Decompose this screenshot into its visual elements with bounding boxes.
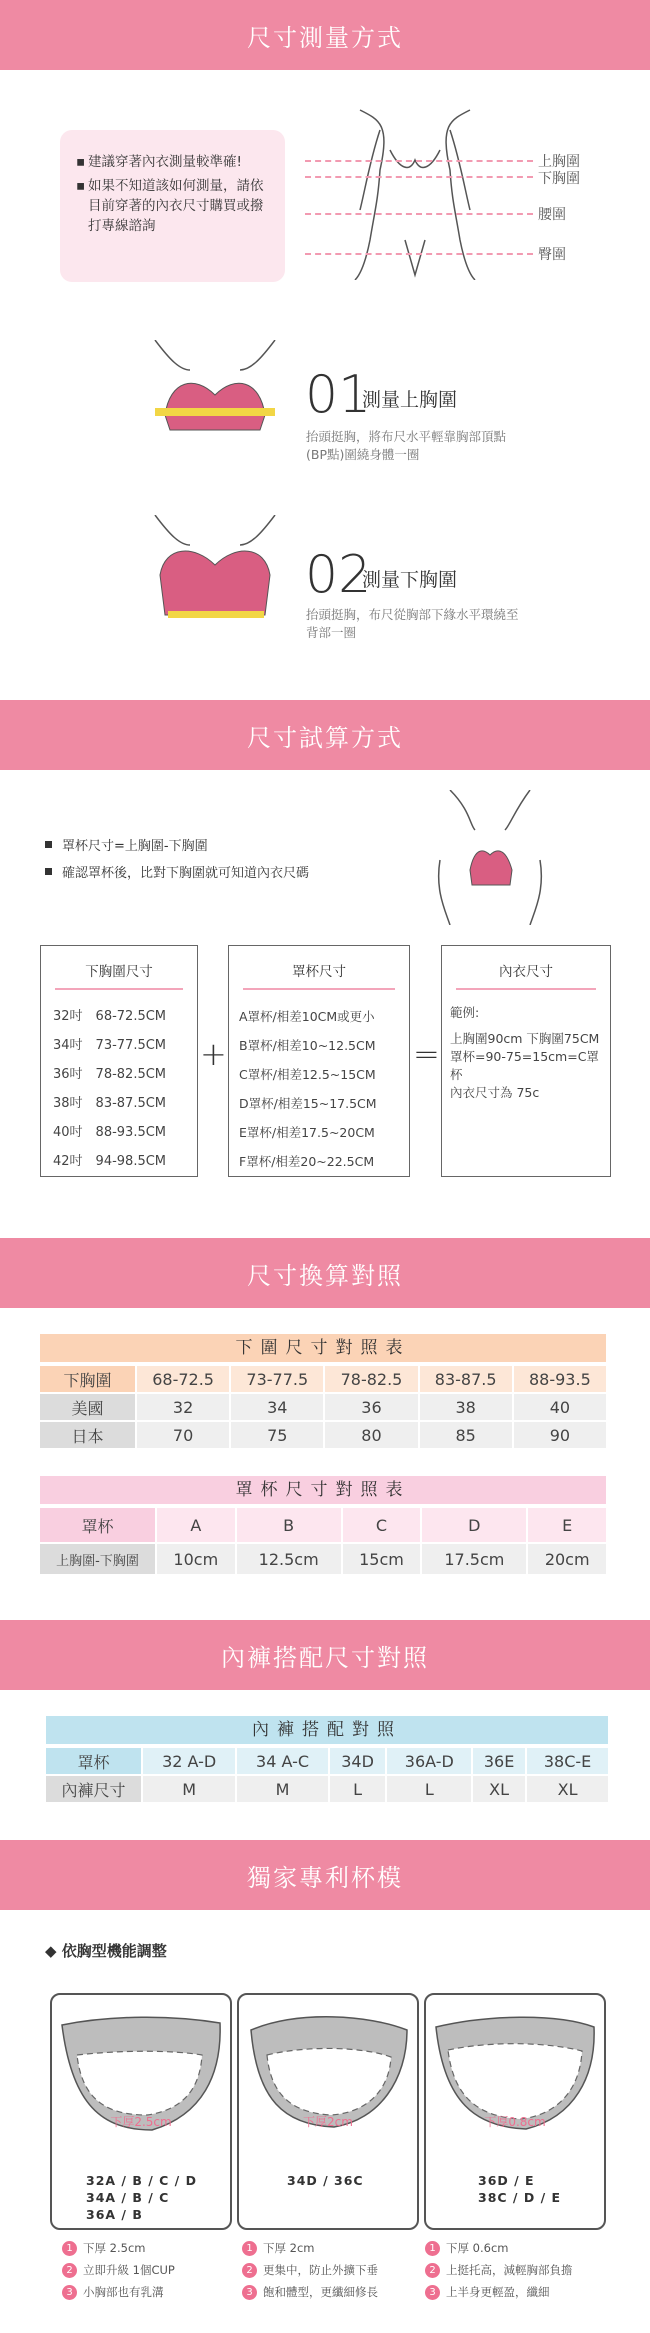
cup-pad-icon — [239, 2005, 417, 2155]
example-line: 內衣尺寸為 75c — [450, 1085, 540, 1100]
dash-line — [305, 176, 533, 178]
panty-size-table — [44, 1746, 610, 1804]
dash-line — [305, 213, 533, 215]
section-header-patent — [0, 1840, 650, 1910]
cup-row: A罩杯/相差10CM或更小 — [239, 1009, 375, 1024]
step-number: 01 — [305, 365, 372, 425]
step-title: 測量下胸圍 — [362, 569, 458, 591]
under-row: 32吋 68-72.5CM — [53, 1009, 167, 1024]
feature-text: 下厚 2.5cm — [83, 2241, 146, 2255]
table-cell: M — [143, 1776, 235, 1802]
under-row: 42吋 94-98.5CM — [53, 1154, 167, 1169]
feature-item: 3 飽和體型，更纖細修長 — [242, 2284, 378, 2300]
table-cell: 36 — [325, 1394, 417, 1420]
calc-bullet — [45, 862, 309, 881]
row-label: 日本 — [40, 1422, 135, 1448]
table-cell: D — [422, 1508, 526, 1542]
body-label-bust: 上胸圍 — [538, 154, 580, 170]
table-cell: 12.5cm — [237, 1544, 341, 1574]
feature-item: 2 上挺托高，減輕胸部負擔 — [425, 2262, 573, 2278]
cup-row: F罩杯/相差20~22.5CM — [239, 1154, 375, 1169]
pad-thickness: 下厚0.8cm — [484, 2115, 546, 2129]
cup-card-3 — [424, 1993, 606, 2230]
table-cell: A — [157, 1508, 235, 1542]
table-cell: 83-87.5 — [420, 1366, 512, 1392]
section-header-measure — [0, 0, 650, 70]
feature-text: 上半身更輕盈，纖細 — [446, 2285, 550, 2299]
cup-size-box — [228, 945, 410, 1177]
pad-thickness: 下厚2cm — [303, 2115, 353, 2129]
cup-size-line: 36A / B — [86, 2207, 143, 2222]
table-cell: L — [387, 1776, 471, 1802]
table-cell: 34 — [231, 1394, 323, 1420]
calc-bullet-text: 罩杯尺寸=上胸圍-下胸圍 — [62, 839, 208, 854]
feature-item: 3 上半身更輕盈，纖細 — [425, 2284, 550, 2300]
section-title: 尺寸試算方式 — [247, 723, 403, 752]
table-row — [40, 1544, 606, 1574]
row-label: 內褲尺寸 — [46, 1776, 141, 1802]
feature-text: 上挺托高，減輕胸部負擔 — [446, 2263, 573, 2277]
dash-line — [305, 253, 533, 255]
example-line: 上胸圍90cm 下胸圍75CM — [450, 1031, 600, 1046]
row-label: 上胸圍-下胸圍 — [40, 1544, 155, 1574]
table-cell: M — [237, 1776, 327, 1802]
feature-text: 下厚 2cm — [263, 2241, 315, 2255]
section-title: 獨家專利杯模 — [247, 1863, 403, 1892]
cup-sizes — [287, 2172, 364, 2189]
table-row — [40, 1422, 606, 1448]
section-header-convert — [0, 1238, 650, 1308]
feature-item: 1 下厚 2cm — [242, 2240, 315, 2256]
under-row: 40吋 88-93.5CM — [53, 1125, 167, 1140]
feature-item: 1 下厚 0.6cm — [425, 2240, 508, 2256]
table-row — [40, 1508, 606, 1542]
under-row: 38吋 83-87.5CM — [53, 1096, 167, 1111]
table-cell: 70 — [137, 1422, 229, 1448]
panty-table-title: 內褲搭配對照 — [46, 1716, 608, 1744]
table-cell: XL — [473, 1776, 525, 1802]
section-header-calc — [0, 700, 650, 770]
cup-row: B罩杯/相差10~12.5CM — [239, 1038, 376, 1053]
cup-size-line: 36D / E — [478, 2173, 535, 2188]
table-cell: 10cm — [157, 1544, 235, 1574]
equals-sign: = — [413, 1035, 440, 1073]
step-desc: 抬頭挺胸，布尺從胸部下緣水平環繞至背部一圈 — [306, 607, 519, 640]
step-desc: 抬頭挺胸，將布尺水平輕靠胸部頂點(BP點)圍繞身體一圈 — [306, 429, 507, 462]
table-cell: XL — [527, 1776, 608, 1802]
table-cell: C — [343, 1508, 421, 1542]
feature-text: 下厚 0.6cm — [446, 2241, 509, 2255]
table-cell: 38 — [420, 1394, 512, 1420]
table-cell: B — [237, 1508, 341, 1542]
cup-sizes — [478, 2172, 561, 2206]
cup-pad-icon — [52, 2005, 230, 2155]
body-label-underbust: 下胸圍 — [538, 171, 580, 187]
under-table-title: 下圍尺寸對照表 — [40, 1334, 606, 1362]
example-line: 罩杯=90-75=15cm=C罩杯 — [450, 1049, 599, 1082]
cup-size-line: 32A / B / C / D — [86, 2173, 197, 2188]
table-cell: 36A-D — [387, 1748, 471, 1774]
box-title: 內衣尺寸 — [456, 960, 596, 990]
table-cell: 68-72.5 — [137, 1366, 229, 1392]
table-cell: 36E — [473, 1748, 525, 1774]
table-cell: 90 — [514, 1422, 606, 1448]
section-title: 內褲搭配尺寸對照 — [221, 1643, 429, 1672]
table-row — [40, 1394, 606, 1420]
dash-line — [305, 160, 533, 162]
patent-subtitle: ◆ 依胸型機能調整 — [45, 1942, 167, 1960]
feature-text: 更集中，防止外擴下垂 — [263, 2263, 378, 2277]
note-item: ▪ 如果不知道該如何測量，請依目前穿著的內衣尺寸購買或撥打專線諮詢 — [76, 176, 271, 236]
cup-table-title: 罩杯尺寸對照表 — [40, 1476, 606, 1504]
table-row — [46, 1776, 608, 1802]
cup-pad-icon — [426, 2005, 604, 2155]
row-label: 下胸圍 — [40, 1366, 135, 1392]
table-cell: 80 — [325, 1422, 417, 1448]
under-row: 34吋 73-77.5CM — [53, 1038, 167, 1053]
table-cell: 38C-E — [527, 1748, 608, 1774]
under-size-table — [38, 1364, 608, 1450]
plus-sign: + — [200, 1035, 227, 1073]
calc-bullet-text: 確認罩杯後，比對下胸圍就可知道內衣尺碼 — [62, 866, 310, 881]
table-cell: 75 — [231, 1422, 323, 1448]
table-cell: 15cm — [343, 1544, 421, 1574]
row-label: 罩杯 — [46, 1748, 141, 1774]
note-item: ▪ 建議穿著內衣測量較準確! — [76, 154, 242, 170]
body-label-hip: 臀圍 — [538, 247, 566, 263]
table-cell: 34 A-C — [237, 1748, 327, 1774]
table-cell: 32 A-D — [143, 1748, 235, 1774]
measure-note-box — [60, 130, 285, 282]
table-cell: 32 — [137, 1394, 229, 1420]
table-row — [46, 1748, 608, 1774]
bra-size-box — [441, 945, 611, 1177]
section-title: 尺寸測量方式 — [247, 23, 403, 52]
feature-item: 1 下厚 2.5cm — [62, 2240, 145, 2256]
step-number: 02 — [305, 545, 372, 605]
table-cell: L — [330, 1776, 386, 1802]
note-text: 建議穿著內衣測量較準確! — [88, 154, 242, 170]
example-label: 範例: — [450, 1005, 480, 1020]
step-title: 測量上胸圍 — [362, 389, 458, 411]
note-text: 如果不知道該如何測量，請依目前穿著的內衣尺寸購買或撥打專線諮詢 — [88, 178, 264, 234]
table-cell: 88-93.5 — [514, 1366, 606, 1392]
bra-illustration-step2-icon — [150, 515, 280, 635]
feature-item: 3 小胸部也有乳溝 — [62, 2284, 164, 2300]
feature-item: 2 立即升級 1個CUP — [62, 2262, 175, 2278]
box-title: 下胸圍尺寸 — [55, 960, 183, 990]
feature-text: 小胸部也有乳溝 — [83, 2285, 164, 2299]
table-cell: 73-77.5 — [231, 1366, 323, 1392]
table-cell: 78-82.5 — [325, 1366, 417, 1392]
under-row: 36吋 78-82.5CM — [53, 1067, 167, 1082]
table-cell: 17.5cm — [422, 1544, 526, 1574]
cup-row: C罩杯/相差12.5~15CM — [239, 1067, 376, 1082]
cup-size-line: 34A / B / C — [86, 2190, 170, 2205]
section-header-panty — [0, 1620, 650, 1690]
feature-text: 飽和體型，更纖細修長 — [263, 2285, 378, 2299]
calc-bullet — [45, 835, 208, 854]
bra-illustration-calc-icon — [430, 790, 550, 925]
cup-card-1 — [50, 1993, 232, 2230]
table-cell: 34D — [330, 1748, 386, 1774]
row-label: 罩杯 — [40, 1508, 155, 1542]
patent-subtitle-text: 依胸型機能調整 — [61, 1942, 167, 1960]
cup-row: D罩杯/相差15~17.5CM — [239, 1096, 377, 1111]
cup-sizes — [86, 2172, 197, 2223]
feature-text: 立即升級 1個CUP — [83, 2263, 175, 2277]
cup-size-table — [38, 1506, 608, 1576]
under-size-box — [40, 945, 198, 1177]
pad-thickness: 下厚2.5cm — [110, 2115, 172, 2129]
section-title: 尺寸換算對照 — [247, 1261, 403, 1290]
cup-size-line: 34D / 36C — [287, 2173, 364, 2188]
cup-size-line: 38C / D / E — [478, 2190, 562, 2205]
table-cell: 40 — [514, 1394, 606, 1420]
table-cell: 85 — [420, 1422, 512, 1448]
bra-illustration-step1-icon — [150, 340, 280, 450]
table-cell: E — [528, 1508, 606, 1542]
cup-card-2 — [237, 1993, 419, 2230]
feature-item: 2 更集中，防止外擴下垂 — [242, 2262, 378, 2278]
box-title: 罩杯尺寸 — [243, 960, 395, 990]
cup-row: E罩杯/相差17.5~20CM — [239, 1125, 375, 1140]
table-cell: 20cm — [528, 1544, 606, 1574]
row-label: 美國 — [40, 1394, 135, 1420]
body-label-waist: 腰圍 — [538, 207, 566, 223]
table-row — [40, 1366, 606, 1392]
